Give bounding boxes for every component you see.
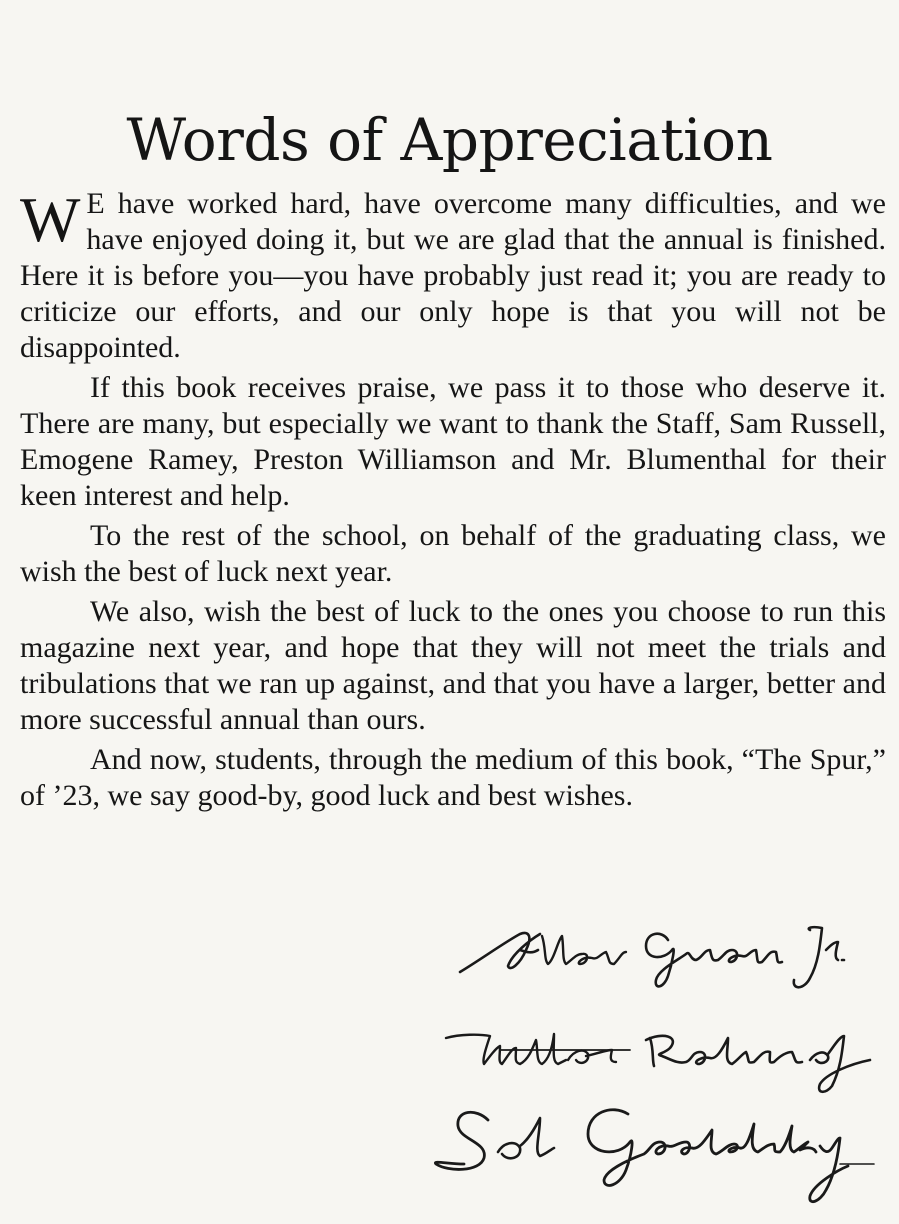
paragraph-1-text: E have worked hard, have overcome many difficulties, and we have enjoyed doing it, but we are glad that the annual is finished. Here it is before you—you have probably just read it; you are ready to criticize our efforts, and our only hope is that you will not be disappointed. — [20, 187, 886, 364]
signature-sol-goodelsky — [428, 1090, 888, 1220]
drop-cap: W — [20, 184, 81, 255]
signature-milton-robinson — [440, 1020, 880, 1100]
letter-body — [20, 186, 886, 818]
page-title: Words of Appreciation — [126, 106, 773, 174]
signature-block — [420, 900, 890, 1220]
paragraph-5: And now, students, through the medium of this book, “The Spur,” of ’23, we say good-by, good luck and best wishes. — [20, 743, 886, 812]
paragraph-2: If this book receives praise, we pass it to those who deserve it. There are many, but especially we want to thank the Staff, Sam Russell, Emogene Ramey, Preston Williamson and Mr. Blumenthal for their keen interest and help. — [20, 371, 886, 512]
paragraph-3: To the rest of the school, on behalf of the graduating class, we wish the best of luck next year. — [20, 519, 886, 588]
paragraph-4: We also, wish the best of luck to the ones you choose to run this magazine next year, and hope that they will not meet the trials and tribulations that we ran up against, and that you have a larger, better and more successful annual than ours. — [20, 595, 886, 736]
paragraph-1 — [20, 186, 886, 366]
signature-allen-givens — [450, 920, 870, 1000]
